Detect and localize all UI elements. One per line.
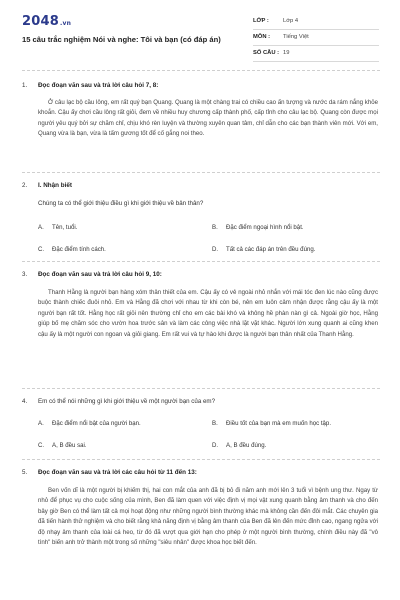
option-c[interactable] [38,442,87,449]
reading-passage: Thanh Hằng là người bạn hàng xóm thân thiết của em. Cậu ấy có vẻ ngoài nhỏ nhắn với mái tóc đen lúc nào cũng được buộc thành chiếc đuôi nhỏ. Em và Hằng đã chơi với nhau từ khi còn bé, nên em luôn cảm nhận được rằng cậu ấy là một người bạn rất tốt. Hằng học rất giỏi nên thường chỉ cho em các bài khó và không hề phàn nàn gì cả. Ngoài giờ học, Hằng giúp bố mẹ chăm sóc cho vườn hoa trước sân và làm các công việc nhà lặt vặt khác. Người lớn xung quanh ai cũng khen cậu ấy là một người con ngoan và giỏi giang. Em rất vui và tự hào khi được là người bạn thân nhất của Thanh Hằng. [38,289,378,338]
option-letter: C. [38,246,45,253]
divider [22,388,380,389]
divider [22,261,380,262]
question-prompt: Chúng ta có thể giới thiệu điều gì khi giới thiệu về bản thân? [38,200,204,207]
option-letter: A. [38,420,44,427]
question-4 [22,398,380,460]
option-letter: D. [212,442,219,449]
question-number: 3. [22,271,28,278]
meta-value: Lớp 4 [283,18,299,24]
reading-passage: Ở câu lạc bộ cầu lông, em rất quý bạn Quang. Quang là một chàng trai có chiều cao ấn tượng và nước da rám nắng khỏe khoắn. Cậu ấy chơi cầu lông rất giỏi, đem về nhiều huy chương cấp thành phố, cấp tỉnh cho câu lạc bộ. Quang còn được mọi người yêu quý bởi sự chăm chỉ, chịu khó rèn luyện và thường xuyên quan tâm, chỉ dẫn cho các bạn thành viên mới. Với em, Quang vừa là bạn, vừa là tấm gương tốt để cố gắng noi theo. [38,99,378,138]
question-3 [22,271,380,389]
question-number: 5. [22,469,28,476]
question-heading: Đọc đoạn văn sau và trả lời câu hỏi 7, 8: [38,82,159,89]
meta-label: MÔN : [253,34,271,40]
option-text: A, B đều sai. [52,442,87,449]
question-heading: I. Nhận biết [38,182,72,189]
meta-value: Tiếng Việt [283,34,309,40]
logo-suffix: .vn [59,20,72,27]
option-text: Đặc điểm tính cách. [52,246,106,253]
meta-info-box [253,14,379,62]
meta-label: LỚP : [253,18,269,24]
option-text: Tất cả các đáp án trên đều đúng. [226,246,316,253]
option-text: Điều tốt của bạn mà em muốn học tập. [226,420,332,427]
question-2 [22,182,380,258]
meta-row-subject [253,30,379,46]
option-letter: D. [212,246,219,253]
divider [22,459,380,460]
meta-row-grade [253,14,379,30]
site-logo[interactable] [22,14,71,29]
question-5 [22,469,380,597]
question-number: 1. [22,82,28,89]
option-letter: B. [212,224,218,231]
meta-value: 19 [283,50,290,56]
divider [22,70,380,71]
question-heading: Đọc đoạn văn sau và trả lời các câu hỏi từ 11 đến 13: [38,469,197,476]
option-a[interactable] [38,224,77,231]
logo-text: 2048 [22,14,59,29]
option-b[interactable] [212,420,331,427]
option-d[interactable] [212,442,266,449]
question-1 [22,82,380,172]
question-number: 4. [22,398,28,405]
option-text: A, B đều đúng. [226,442,267,449]
question-heading: Đọc đoạn văn sau và trả lời câu hỏi 9, 10: [38,271,162,278]
page-title: 15 câu trắc nghiệm Nói và nghe: Tôi và bạn (có đáp án) [22,35,221,44]
question-number: 2. [22,182,28,189]
option-letter: A. [38,224,44,231]
option-b[interactable] [212,224,304,231]
option-text: Đặc điểm ngoại hình nổi bật. [226,224,304,231]
option-c[interactable] [38,246,106,253]
option-letter: C. [38,442,45,449]
question-prompt: Em có thể nói những gì khi giới thiệu về một người bạn của em? [38,398,216,405]
option-text: Tên, tuổi. [52,224,78,231]
option-letter: B. [212,420,218,427]
page-header [0,0,400,62]
option-d[interactable] [212,246,315,253]
option-a[interactable] [38,420,141,427]
meta-label: SỐ CÂU : [253,50,280,56]
reading-passage: Ben vốn dĩ là một người bị khiếm thị, hai con mắt của anh đã bị bỏ đi năm anh mới lên 3 tuổi vì bệnh ung thư. Ngay từ nhỏ để phục vụ cho cuộc sống của mình, Ben đã làm quen với việc định vị mọi vật xung quanh bằng âm thanh và cho đến bây giờ Ben có thể làm tất cả mọi hoạt động như những người bình thường khác mà không cần đến đôi mắt. Các chuyên gia đã tiến hành thử nghiệm và cho biết rằng khả năng định vị bằng âm thanh của Ben đã lên đến mức đỉnh cao, ngang ngửa với độ nhạy âm thanh của loài cá heo, từ đó đã vượt qua giới hạn cho phép ở một người bình thường, chính điều này đã "vô tình" biến anh trở thành một trong số những "siêu nhân" được khoa học biết đến. [38,487,378,547]
meta-row-question-count [253,46,379,62]
divider [22,172,380,173]
option-text: Đặc điểm nổi bật của người bạn. [52,420,141,427]
